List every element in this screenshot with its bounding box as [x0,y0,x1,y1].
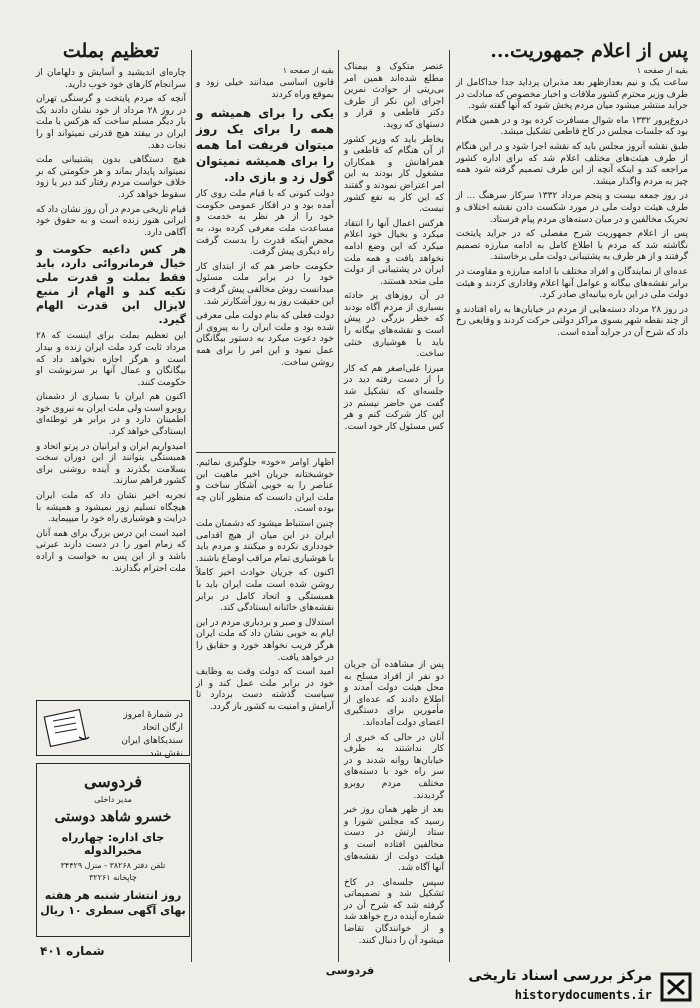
ad-box [36,700,190,759]
paragraph: این تعظیم بملت برای اینست که ۲۸ مرداد ثابت کرد ملت ایران زنده و بیدار است و هرگز اجازه نخواهد داد که بیگانگان و عمال آنها بر سرنوشت او حکومت کنند. [36,331,186,388]
paragraph: هرکس اعمال آنها را انتقاد میکرد و بخیال خود اعلام میکرد که این وضع ادامه نخواهد یافت و همه ملت ایران در پشتیبانی از دولت ملی متحد هستند. [344,218,444,287]
watermark-persian: مرکز بررسی اسناد تاریخی [468,968,652,984]
masthead-print: چاپخانه ۳۲۲۶۱ [89,873,137,882]
paragraph: تجربه اخیر نشان داد که ملت ایران هیچگاه تسلیم زور نمیشود و همیشه با درایت و هوشیاری راه خود را میپیماید. [36,491,186,525]
center-bottom-body [196,189,334,369]
paragraph: هیچ دستگاهی بدون پشتیبانی ملت نمیتواند پایدار بماند و هر حکومتی که بر خلاف خواست مردم رفتار کند دیر یا زود سقوط خواهد کرد. [36,155,186,200]
masthead-phone: تلفن دفتر ۳۸۲۶۸ - منزل ۳۴۴۲۹ [60,861,166,870]
center-top-body [196,78,334,101]
paragraph: امیدواریم ایران و ایرانیان در پرتو اتحاد و همبستگی بتوانند از این دوران سخت بسلامت بگذرند و آینده روشنی برای کشور فراهم سازند. [36,441,186,487]
paragraph: آنچه که مردم پایتخت و گرسنگی تهران در روز ۲۸ مرداد از خود نشان دادند یک بار دیگر مسلم ساخت که هرکس با ملت ایران در بیفتد هیچ قدرتی نمیتواند او را نجات دهد. [36,94,186,151]
paragraph: حکومت حاضر هم که از ابتدای کار خود را در برابر ملت مسئول میدانست روش مخالفی پیش گرفت و این حقیقت روز به روز آشکارتر شد. [196,261,334,307]
paragraph: عده‌ای از نمایندگان و افراد مختلف با ادامه مبارزه و مقاومت در برابر نقشه‌های بیگانه و عوامل آنها اعلام وفاداری کردند و هیئت دولت ملی در این باره بیانیه‌ای صادر کرد. [456,266,688,301]
newspaper-illustration [43,707,93,749]
center-lower-column [196,458,334,716]
middle-column-top [344,62,444,436]
middle-column-bottom [344,660,444,950]
paragraph: طبق نقشه آنروز مجلس باید که نقشه اجرا شود و در این هنگام از طرف هیئت‌های مختلف اعلام شد که برای اداره کشور مراجعه کند و اینکه آنچه از این طرف تصمیم گرفته شود همه چیز به مردم واگذار میشد. [456,141,688,187]
archive-logo-icon [658,970,694,1004]
paragraph: قانون اساسی میدانند خیلی زود و بموقع وراه کردند [196,78,334,100]
paragraph: در روز ۲۸ مرداد دسته‌هایی از مردم در خیابان‌ها به راه افتادند و از چند نقطه شهر بسوی مراکز دولتی حرکت کردند و وقایعی رخ داد که شرح آن در جراید آمده است. [456,304,688,338]
right-continuation-label: بقیه از صفحه ۱ [636,66,688,75]
left-column [36,0,186,578]
paragraph: آنان در حالی که خبری از کار نداشتند به طرف خیابان‌ها روانه شدند و در سر راه خود با دسته‌های مختلف مردم روبرو گردیدند. [344,732,444,801]
paragraph: عنصر متکوک و بیمناک مطلع شده‌اند همین امر بی‌ریتی از حوادث نمرین اجرای این نکر از طرف دکتر قاطعی و قرار و دستهای که روید. [344,62,444,130]
watermark-url: historydocuments.ir [514,988,652,1002]
paragraph: چاره‌ای اندیشید و آسایش و دلهامان از سرانجام کارهای خود خوب دارید. [36,68,186,90]
masthead-address: جای اداره: چهارراه مخبرالدوله [61,831,165,857]
paragraph: دولت فعلی که بنام دولت ملی معرفی شده بود و ملت ایران را به پیروی از خود دعوت میکرد به دستور بیگانگان عمل نمود و این امر را برای همه روشن ساخت. [196,311,334,368]
center-bold-quote: یکی را برای همیشه و همه را برای یک روز میتوان فریفت اما همه را برای همیشه نمیتوان گول زد و بازی داد. [196,106,334,185]
center-column [196,66,334,372]
column-divider [449,50,450,962]
center-lower-body [196,458,334,713]
paragraph: اظهار اوامر «خود» جلوگیری نمائیم. خوشبختانه جریان اخیر ماهیت این عناصر را به خوبی آشکار ساخت و ملت ایران دانست که منظور آنان چه بوده است. [196,458,334,515]
paragraph: دولت کنونی که با قیام ملت روی کار آمده بود و در افکار عمومی حکومت خود را از هر نظر به خدمت و مساعدت ملت معرفی کرده بود، به محض اینکه قدرت را بدست گرفت راه دیگری پیش گرفت. [196,189,334,258]
middle-top-body [344,62,444,433]
paragraph: سپس جلسه‌ای در کاخ تشکیل شد و تصمیماتی گرفته شد که شرح آن در شماره آینده درج خواهد شد و از خوانندگان تقاضا میشود آن را دنبال کنند. [344,877,444,946]
masthead-editor: خسرو شاهد دوستی [54,809,172,825]
masthead-name: فردوسی [83,772,143,791]
paragraph: پس از مشاهده آن جریان دو نفر از افراد مسلح به محل هیئت دولت آمدند و اطلاع دادند که عده‌ای از مأمورین برای دستگیری اعضای دولت آماده‌اند. [344,660,444,728]
footer-paper-name: فردوسی [325,964,375,977]
issue-number: شماره ۴۰۱ [40,944,105,958]
right-column [456,0,688,342]
paragraph: دروغ‌پرور ۱۳۳۲ ماه شوال مسافرت کرده بود و در همین هنگام بود که جلسات مجلس در کاخ قاطعی تشکیل میشد. [456,115,688,138]
ad-text: در شمارۀ امروز ارگان اتحاد سندیکاهای ایران نقش شد [121,710,183,759]
paragraph: اکنون که جریان حوادث اخیر کاملاً روشن شده است ملت ایران باید با همبستگی و اتحاد کامل در برابر نقشه‌های خائنانه ایستادگی کند. [196,568,334,614]
paragraph: در روز جمعه بیست و پنجم مرداد ۱۳۳۲ سرکار سرهنگ ... از طرف هیئت دولت ملی در مورد شکست دادن نقشه اختلاف و تحریک مخالفین و در میان دسته‌های مردم پیام فرستاد. [456,191,688,225]
right-headline: پس از اعلام جمهوریت... [490,40,688,62]
paragraph: اکنون هم ایران با بسیاری از دشمنان روبرو است ولی ملت ایران به نیروی خود اطمینان دارد و در برابر هر توطئه‌ای ایستادگی خواهد کرد. [36,392,186,438]
paragraph: امید است این درس بزرگ برای همه آنان که زمام امور را در دست دارند عبرتی باشد و از این پس به خواست و اراده ملت احترام بگذارند. [36,528,186,574]
paragraph: بعد از ظهر همان روز خبر رسید که مجلس شورا و ستاد ارتش در دست مخالفین افتاده است و هیئت دولت از نقشه‌های آنها آگاه شد. [344,805,444,874]
section-divider [196,452,336,453]
left-bold-quote: هر کس داعیه حکومت و خیال فرمانروائی دارد، باید فقط بملت و قدرت ملی تکیه کند و الهام از منبع لایزال این قدرت الهام گیرد. [36,243,186,327]
paragraph: بخاطر باید که وزیر کشور از آن هنگام که قاطعی و همراهانش و همکاران مشغول کار بودند به این امر اعتراض نمودند و گفتند که این کار به نفع کشور نیست. [344,134,444,215]
masthead-publish: روز انتشار شنبه هر هفته [44,889,182,902]
paragraph: ساعت یک و نیم بعدازظهر بعد مذبران پرداید جدا جداکامل از طرف وزیر محترم کشور ملاقات و اخبار مخصوص که مبادلت در جراید منتشر میشود میان مردم پخش شود که آنها گفته شود. [456,78,688,112]
paragraph: میرزا علی‌اصغر هم که کار را از دست رفته دید در جلسه‌ای که تشکیل شد گفت من حاضر نیستم در این کار شرکت کنم و هر کس مسئول کار خود است. [344,363,444,432]
masthead-box [36,763,190,937]
masthead-price: بهای آگهی سطری ۱۰ ریال [40,904,186,917]
paragraph: استدلال و صبر و بردباری مردم در این ایام به خوبی نشان داد که ملت ایران هرگز فریب نخواهد خورد و حقایق را در خواهد یافت. [196,617,334,663]
paragraph: امید است که دولت وقت به وظایف خود در برابر ملت عمل کند و از سیاست گذشته دست بردارد تا آرامش و امنیت به کشور باز گردد. [196,667,334,712]
masthead-subtitle: مدیر داخلی [94,795,132,804]
column-divider [338,50,339,962]
column-divider [191,50,192,962]
left-body-after [36,331,186,575]
center-continuation-label: بقیه از صفحه ۱ [282,66,334,75]
middle-bottom-body [344,660,444,947]
watermark [394,968,694,1006]
left-headline: تعظیم بملت [62,40,160,62]
right-column-body [456,78,688,339]
paragraph: در آن روزهای پر حادثه بسیاری از مردم آگاه بودند که خطر بزرگی در پیش است و نقشه‌های بیگانه را باید با هوشیاری خنثی ساخت. [344,291,444,360]
paragraph: چنین استنباط میشود که دشمنان ملت ایران در این میان از هیچ اقدامی خودداری نکرده و میکنند و مردم باید با هوشیاری تمام مراقب اوضاع باشند. [196,518,334,564]
paragraph: پس از اعلام جمهوریت شرح مفصلی که در جراید پایتخت نگاشته شد که مردم با اطلاع کامل به ادامه مبارزه تصمیم گرفتند و از هر طرف به پشتیبانی دولت ملی برخاستند. [456,229,688,263]
left-body [36,68,186,239]
footer [0,966,700,1008]
paragraph: قیام تاریخی مردم در آن روز نشان داد که ایرانی هنوز زنده است و به حقوق خود آگاهی دارد. [36,204,186,238]
